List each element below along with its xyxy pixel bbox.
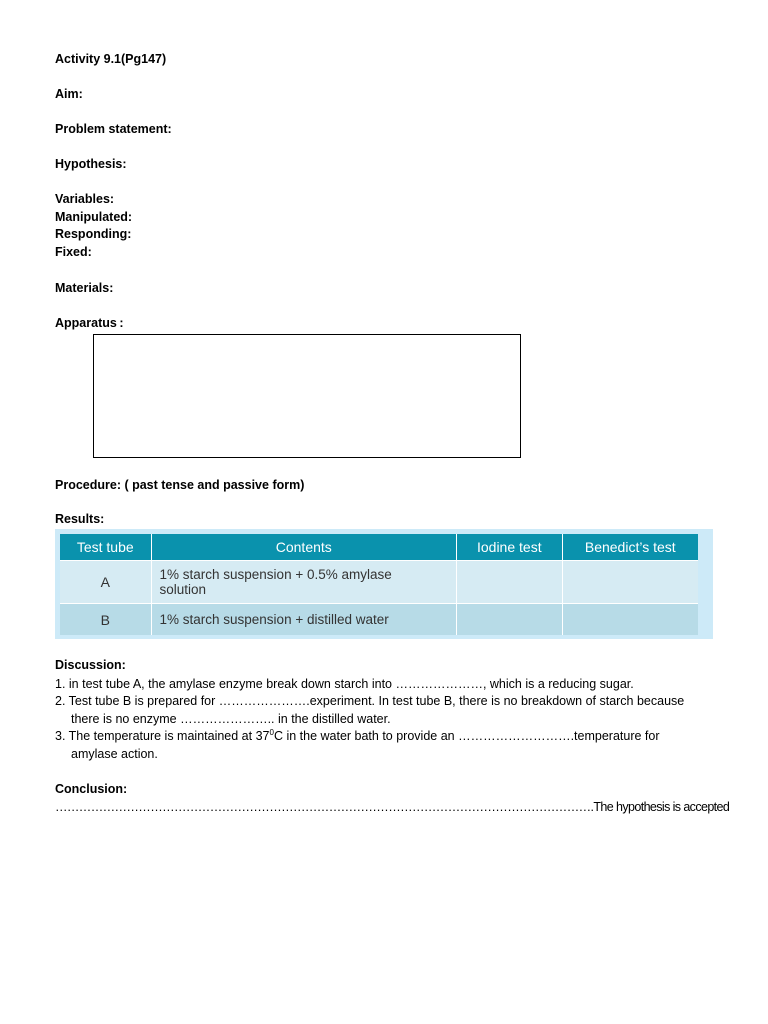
- cell-test-tube: A: [60, 561, 151, 604]
- manipulated-heading: Manipulated:: [55, 210, 133, 224]
- apparatus-heading: Apparatus :: [55, 316, 124, 330]
- results-table: [60, 534, 698, 635]
- materials-heading: Materials:: [55, 281, 114, 295]
- procedure-heading: Procedure: ( past tense and passive form): [55, 478, 305, 492]
- results-table-header-row: [60, 534, 698, 561]
- hypothesis-heading: Hypothesis:: [55, 157, 127, 171]
- table-row: [60, 561, 698, 604]
- cell-benedict-result: [562, 561, 698, 604]
- header-test-tube: Test tube: [60, 534, 151, 561]
- degree-superscript: 0: [269, 727, 274, 737]
- cell-iodine-result: [457, 604, 562, 636]
- conclusion-heading: Conclusion:: [55, 782, 128, 796]
- conclusion-line: ……………………………………………………………………………………………………………………….The hypothesis is accepted: [55, 800, 730, 814]
- discussion-heading: Discussion:: [55, 658, 126, 672]
- header-iodine-test: Iodine test: [457, 534, 562, 561]
- discussion-point-3-end: C in the water bath to provide an ……………………….temperature for: [273, 729, 660, 743]
- cell-contents: 1% starch suspension + distilled water: [151, 604, 457, 636]
- responding-heading: Responding:: [55, 227, 132, 241]
- discussion-point-2-continued: there is no enzyme ………………….. in the distilled water.: [71, 712, 391, 726]
- variables-heading: Variables:: [55, 192, 115, 206]
- apparatus-drawing-box: [93, 334, 521, 458]
- discussion-point-1: 1. in test tube A, the amylase enzyme break down starch into …………………, which is a reducing sugar.: [55, 677, 634, 691]
- table-row: [60, 604, 698, 636]
- aim-heading: Aim:: [55, 87, 83, 101]
- problem-statement-heading: Problem statement:: [55, 122, 172, 136]
- discussion-point-3: [55, 728, 660, 745]
- cell-benedict-result: [562, 604, 698, 636]
- fixed-heading: Fixed:: [55, 245, 92, 259]
- results-heading: Results:: [55, 512, 105, 526]
- results-table-panel: [55, 529, 713, 639]
- discussion-point-3-start: 3. The temperature is maintained at 37: [55, 729, 270, 743]
- header-benedicts-test: Benedict’s test: [562, 534, 698, 561]
- discussion-point-2: 2. Test tube B is prepared for ………………….experiment. In test tube B, there is no breakdown of starch because: [55, 694, 685, 708]
- page-title: Activity 9.1(Pg147): [55, 52, 167, 66]
- cell-test-tube: B: [60, 604, 151, 636]
- cell-iodine-result: [457, 561, 562, 604]
- discussion-point-3-continued: amylase action.: [71, 747, 158, 761]
- cell-contents: 1% starch suspension + 0.5% amylase solution: [151, 561, 457, 604]
- header-contents: Contents: [151, 534, 457, 561]
